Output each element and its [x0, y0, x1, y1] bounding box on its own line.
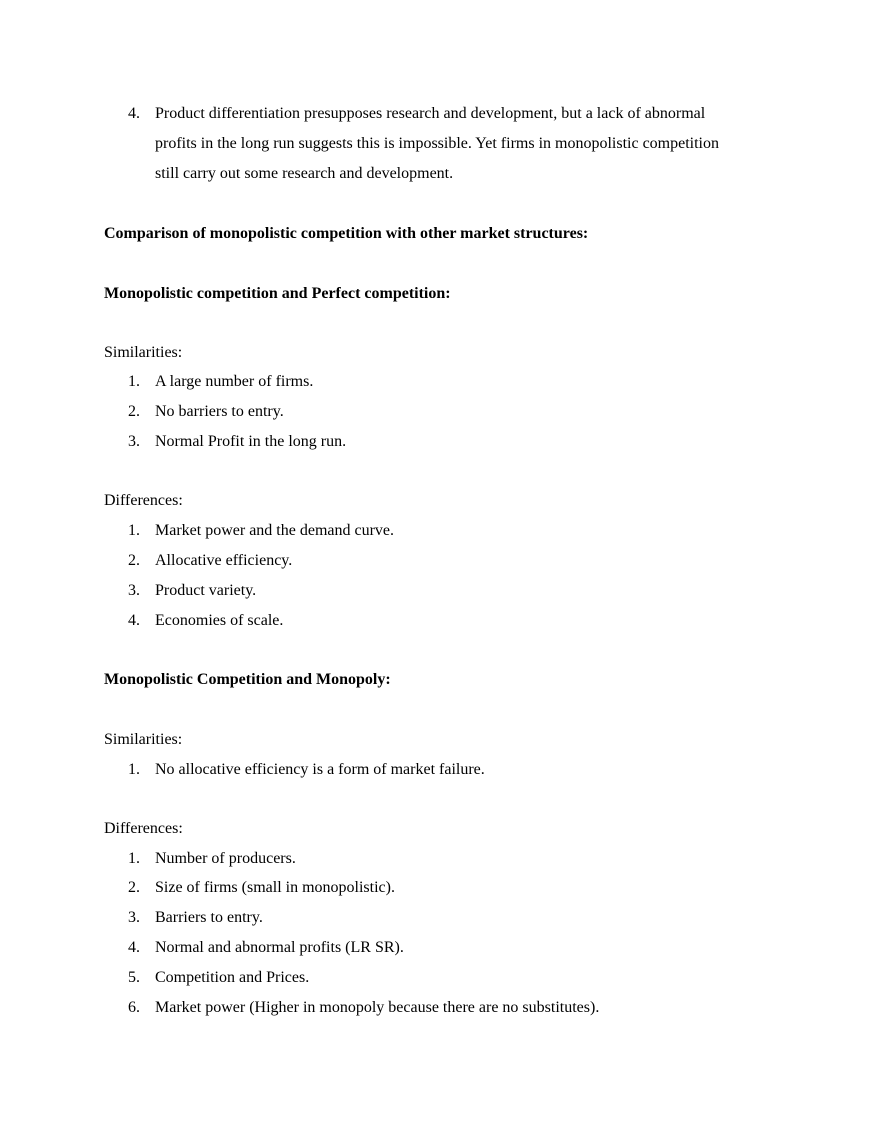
list-text: Allocative efficiency.: [155, 552, 293, 569]
section-heading-monopoly: Monopolistic Competition and Monopoly:: [104, 671, 391, 688]
differences-label: Differences:: [104, 492, 183, 509]
list-text: Economies of scale.: [155, 612, 284, 629]
list-number: 1.: [128, 761, 140, 778]
list-number: 3.: [128, 909, 140, 926]
list-text: Normal Profit in the long run.: [155, 433, 347, 450]
list-number: 1.: [128, 373, 140, 390]
list-text: Normal and abnormal profits (LR SR).: [155, 939, 404, 956]
list-text: Barriers to entry.: [155, 909, 263, 926]
list-text: Market power and the demand curve.: [155, 522, 395, 539]
list-text-continuation: profits in the long run suggests this is impossible. Yet firms in monopolistic competition: [155, 135, 719, 152]
similarities-label: Similarities:: [104, 731, 183, 748]
list-number: 5.: [128, 969, 140, 986]
list-text: Number of producers.: [155, 850, 296, 867]
list-text: Size of firms (small in monopolistic).: [155, 879, 395, 896]
list-text: Competition and Prices.: [155, 969, 310, 986]
list-number: 6.: [128, 999, 140, 1016]
list-number: 1.: [128, 850, 140, 867]
list-number: 4.: [128, 105, 140, 122]
list-text: Product differentiation presupposes research and development, but a lack of abnormal: [155, 105, 706, 122]
list-number: 2.: [128, 879, 140, 896]
list-text: Market power (Higher in monopoly because there are no substitutes).: [155, 999, 600, 1016]
list-number: 2.: [128, 552, 140, 569]
main-heading: Comparison of monopolistic competition with other market structures:: [104, 225, 589, 242]
list-number: 4.: [128, 939, 140, 956]
list-number: 2.: [128, 403, 140, 420]
list-text: Product variety.: [155, 582, 257, 599]
list-text: No barriers to entry.: [155, 403, 284, 420]
list-text: A large number of firms.: [155, 373, 314, 390]
differences-label: Differences:: [104, 820, 183, 837]
list-number: 4.: [128, 612, 140, 629]
list-text: No allocative efficiency is a form of market failure.: [155, 761, 485, 778]
similarities-label: Similarities:: [104, 344, 183, 361]
list-text-continuation: still carry out some research and development.: [155, 165, 454, 182]
list-number: 3.: [128, 433, 140, 450]
list-number: 1.: [128, 522, 140, 539]
list-number: 3.: [128, 582, 140, 599]
section-heading-perfect: Monopolistic competition and Perfect competition:: [104, 285, 451, 302]
